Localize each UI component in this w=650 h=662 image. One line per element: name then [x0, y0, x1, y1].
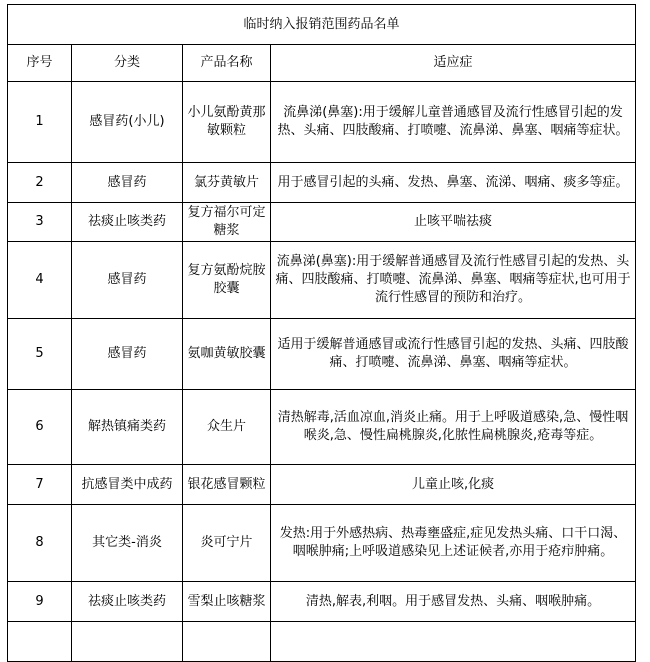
row-product: 小儿氨酚黄那敏颗粒	[183, 82, 271, 163]
row-indication: 儿童止咳,化痰	[271, 465, 636, 505]
drug-list-table	[7, 4, 636, 662]
row-category: 感冒药(小儿)	[72, 82, 183, 163]
row-category: 其它类-消炎	[72, 505, 183, 582]
header-no: 序号	[8, 45, 72, 82]
header-row	[8, 45, 636, 82]
row-no: 1	[8, 82, 72, 163]
row-product: 氨咖黄敏胶囊	[183, 319, 271, 390]
table-row	[8, 465, 636, 505]
row-no: 8	[8, 505, 72, 582]
row-indication: 发热:用于外感热病、热毒壅盛症,症见发热头痛、口干口渴、咽喉肿痛;上呼吸道感染见上述证候者,亦用于疮疖肿痛。	[271, 505, 636, 582]
row-product: 雪梨止咳糖浆	[183, 582, 271, 622]
row-product: 银花感冒颗粒	[183, 465, 271, 505]
row-product: 复方福尔可定糖浆	[183, 203, 271, 242]
row-no: 5	[8, 319, 72, 390]
row-no: 3	[8, 203, 72, 242]
row-no: 6	[8, 390, 72, 465]
table-body	[8, 5, 636, 662]
header-product: 产品名称	[183, 45, 271, 82]
document-sheet	[7, 4, 636, 662]
table-title: 临时纳入报销范围药品名单	[8, 5, 636, 45]
row-no: 7	[8, 465, 72, 505]
table-row	[8, 203, 636, 242]
row-category: 抗感冒类中成药	[72, 465, 183, 505]
row-no: 4	[8, 242, 72, 319]
table-row	[8, 163, 636, 203]
table-row	[8, 390, 636, 465]
table-row	[8, 505, 636, 582]
row-category: 感冒药	[72, 319, 183, 390]
row-category: 祛痰止咳类药	[72, 582, 183, 622]
table-row	[8, 582, 636, 622]
row-no: 9	[8, 582, 72, 622]
table-row	[8, 622, 636, 662]
row-category: 解热镇痛类药	[72, 390, 183, 465]
row-no: 2	[8, 163, 72, 203]
row-indication: 适用于缓解普通感冒或流行性感冒引起的发热、头痛、四肢酸痛、打喷嚏、流鼻涕、鼻塞、咽痛等症状。	[271, 319, 636, 390]
row-indication: 清热解毒,活血凉血,消炎止痛。用于上呼吸道感染,急、慢性咽喉炎,急、慢性扁桃腺炎,化脓性扁桃腺炎,疮毒等症。	[271, 390, 636, 465]
row-product: 复方氨酚烷胺胶囊	[183, 242, 271, 319]
row-category: 感冒药	[72, 242, 183, 319]
header-category: 分类	[72, 45, 183, 82]
row-product: 炎可宁片	[183, 505, 271, 582]
table-row	[8, 319, 636, 390]
row-category: 感冒药	[72, 163, 183, 203]
row-product: 众生片	[183, 390, 271, 465]
table-row	[8, 242, 636, 319]
row-category: 祛痰止咳类药	[72, 203, 183, 242]
row-product: 氯芬黄敏片	[183, 163, 271, 203]
row-indication: 用于感冒引起的头痛、发热、鼻塞、流涕、咽痛、痰多等症。	[271, 163, 636, 203]
row-indication: 流鼻涕(鼻塞):用于缓解儿童普通感冒及流行性感冒引起的发热、头痛、四肢酸痛、打喷嚏、流鼻涕、鼻塞、咽痛等症状。	[271, 82, 636, 163]
row-indication: 流鼻涕(鼻塞):用于缓解普通感冒及流行性感冒引起的发热、头痛、四肢酸痛、打喷嚏、流鼻涕、鼻塞、咽痛等症状,也可用于流行性感冒的预防和治疗。	[271, 242, 636, 319]
row-indication: 止咳平喘祛痰	[271, 203, 636, 242]
row-indication: 清热,解表,利咽。用于感冒发热、头痛、咽喉肿痛。	[271, 582, 636, 622]
title-row	[8, 5, 636, 45]
header-indication: 适应症	[271, 45, 636, 82]
table-row	[8, 82, 636, 163]
